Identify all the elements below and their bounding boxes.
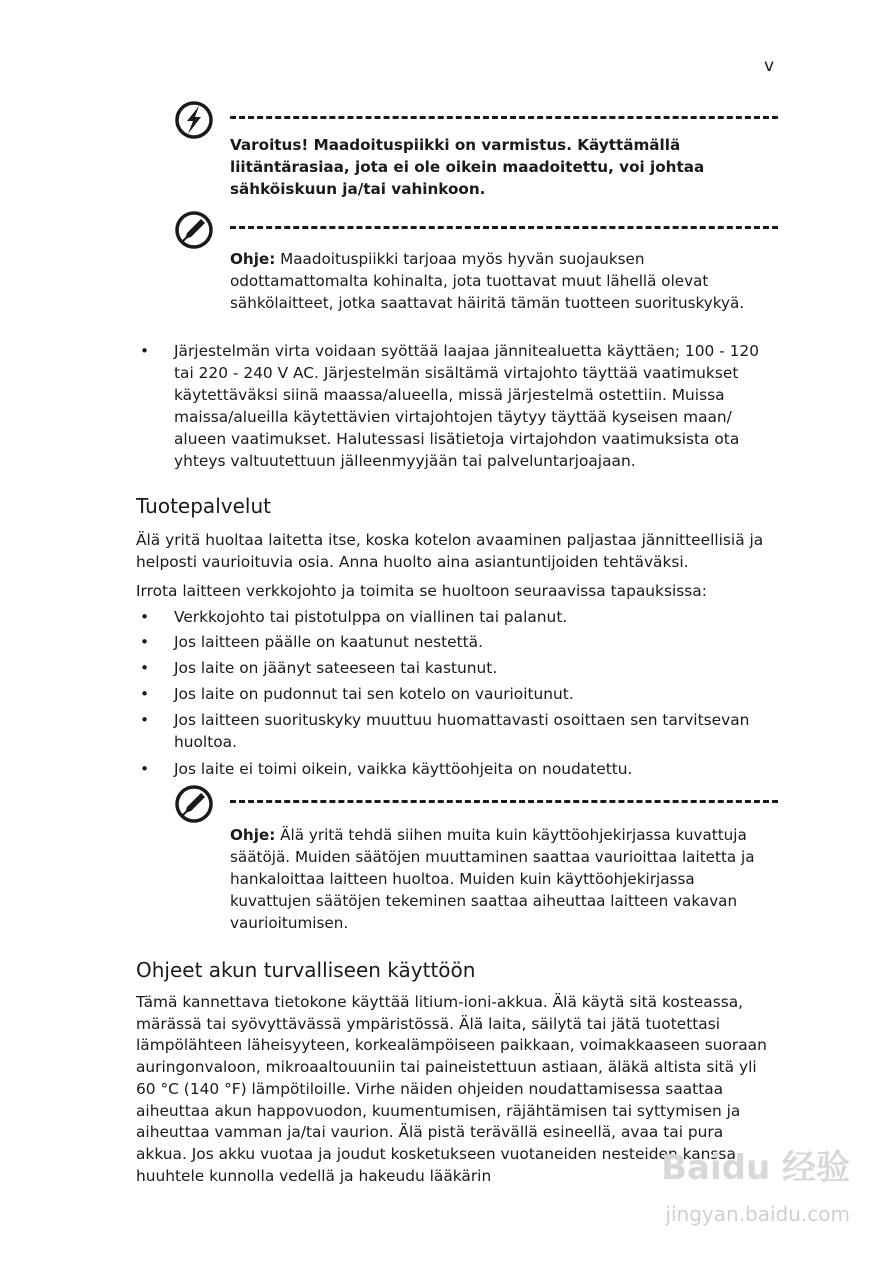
voltage-text: Järjestelmän virta voidaan syöttää laajaa jännitealuetta käyttäen; 100 - 120 tai 220 - 240 V AC. Järjestelmän sisältämä virtajohto täyttää vaatimukset käytettäväksi siinä maassa/alueella, missä järjestelmä ostettiin. Muissa maissa/alueilla käytettävien virtajohtojen täytyy täyttää kyseisen maan/ alueen vaatimukset. Halutessasi lisätietoja virtajohdon vaatimuksista ota yhteys valtuutettuun jälleenmyyjään tai palveluntarjoajaan.	[174, 342, 759, 470]
warning-title: Varoitus!	[230, 136, 309, 154]
note-pen-icon	[174, 210, 214, 250]
watermark-logo: Baidu 经验	[661, 1148, 850, 1188]
bullet-icon: •	[140, 342, 150, 360]
bullet-icon: •	[140, 760, 150, 778]
watermark	[620, 1140, 850, 1250]
service-intro: Älä yritä huoltaa laitetta itse, koska kotelon avaaminen paljastaa jännitteellisiä ja helposti vaurioituvia osia. Anna huolto aina asiantuntijoiden tehtäväksi.	[136, 531, 764, 571]
note-label: Ohje:	[230, 826, 276, 844]
note-text: Älä yritä tehdä siihen muita kuin käyttöohjekirjassa kuvattuja säätöjä. Muiden säätöjen muuttaminen saattaa vaurioittaa laitetta ja hankaloittaa laitteen huoltoa. Muiden kuin käyttöohjekirjassa kuvattujen säätöjen tekeminen saattaa aiheuttaa laitteen vakavan vaurioitumisen.	[230, 826, 755, 932]
bullet-icon: •	[140, 633, 150, 651]
section-heading: Ohjeet akun turvalliseen käyttöön	[136, 958, 476, 982]
note-pen-icon	[174, 784, 214, 824]
note-text: Maadoituspiikki tarjoaa myös hyvän suojauksen odottamattomalta kohinalta, jota tuottavat muut lähellä olevat sähkölaitteet, jotka saattavat häiritä tämän tuotteen suorituskykyä.	[230, 250, 745, 312]
bullet-icon: •	[140, 608, 150, 626]
battery-text: Tämä kannettava tietokone käyttää litium-ioni-akkua. Älä käytä sitä kosteassa, märässä tai syövyttävässä ympäristössä. Älä laita, säilytä tai jätä tuotettasi lämpölähteen läheisyyteen, korkealämpöiseen paikkaan, voimakkaaseen suoraan auringonvaloon, mikroaaltouuniin tai paineistettuun astiaan, äläkä altista sitä yli 60 °C (140 °F) lämpötiloille. Virhe näiden ohjeiden noudattamisessa saattaa aiheuttaa akun happovuodon, kuumentumisen, räjähtämisen tai syttymisen ja aiheuttaa vamman ja/tai vaurion. Älä pistä terävällä esineellä, avaa tai pura akkua. Jos akku vuotaa ja joudut kosketukseen vuotaneiden nesteiden kanssa, huuhtele kunnolla vedellä ja hakeudu lääkärin	[136, 993, 767, 1185]
bullet-icon: •	[140, 685, 150, 703]
dashed-divider	[230, 800, 778, 803]
warning-notice	[174, 100, 778, 200]
section-heading: Tuotepalvelut	[136, 494, 271, 518]
service-lead: Irrota laitteen verkkojohto ja toimita se huoltoon seuraavissa tapauksissa:	[136, 582, 707, 600]
bullet-icon: •	[140, 711, 150, 729]
note-label: Ohje:	[230, 250, 276, 268]
dashed-divider	[230, 226, 778, 229]
watermark-site: jingyan.baidu.com	[665, 1202, 850, 1226]
page-number: v	[764, 56, 775, 76]
note-notice	[174, 210, 778, 320]
warning-text: Maadoituspiikki on varmistus. Käyttämällä liitäntärasiaa, jota ei ole oikein maadoitettu, voi johtaa sähköiskuun ja/tai vahinkoon.	[230, 136, 705, 198]
dashed-divider	[230, 116, 778, 119]
bullet-icon: •	[140, 659, 150, 677]
note-notice	[174, 784, 778, 934]
warning-lightning-icon	[174, 100, 214, 140]
